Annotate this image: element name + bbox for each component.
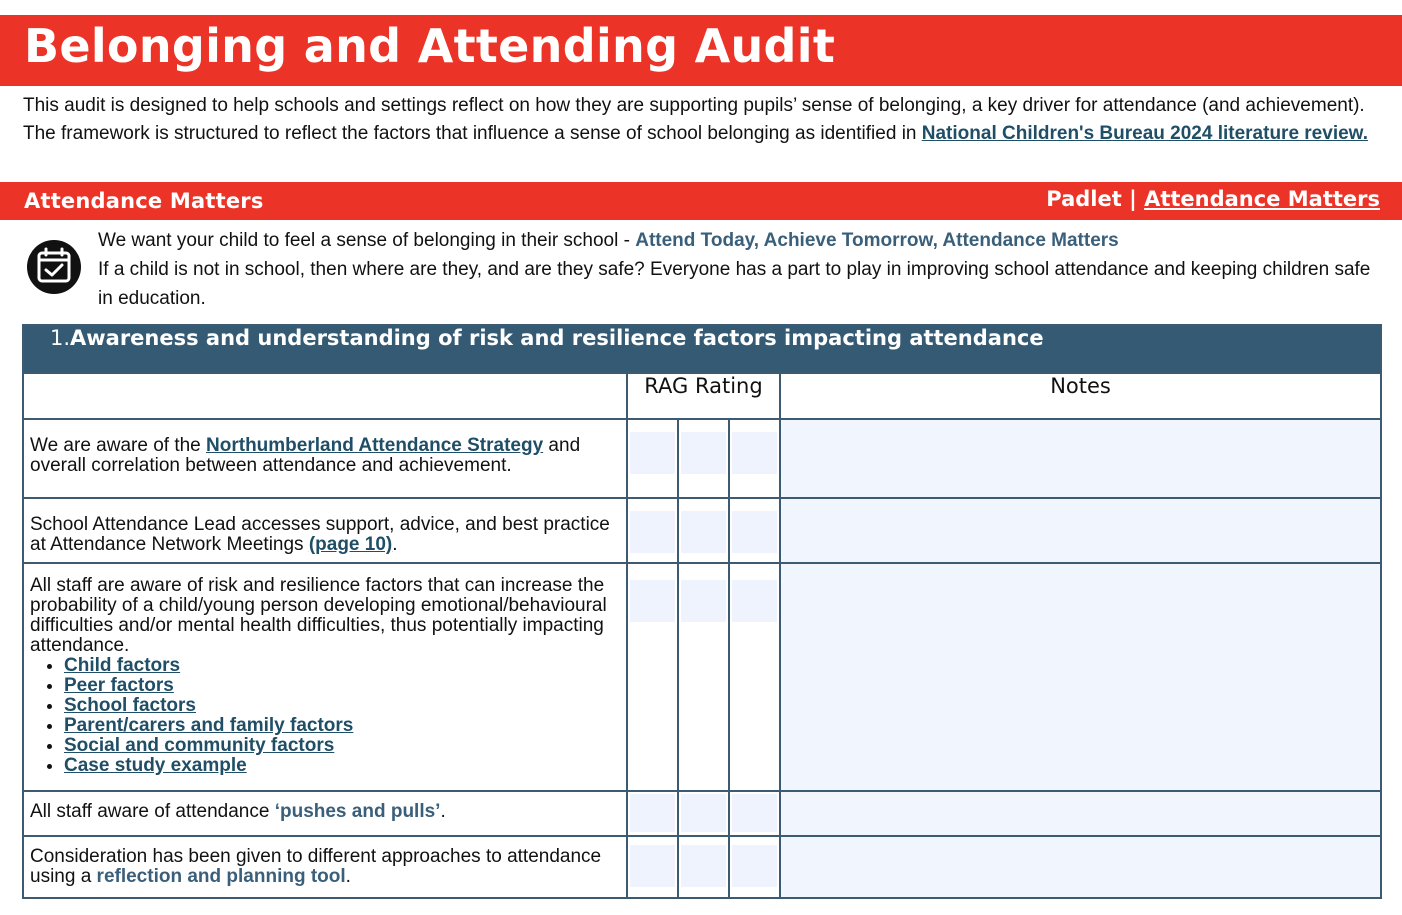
statement-text: Consideration has been given to different approaches to attendance using a [30, 846, 602, 887]
statement-cell [23, 419, 627, 498]
list-item [64, 736, 620, 756]
message-prefix: We want your child to feel a sense of belonging in their school - [98, 230, 636, 251]
rag-amber-cell[interactable] [678, 498, 729, 563]
message-line-1 [98, 226, 1388, 255]
case-study-link[interactable]: Case study example [64, 755, 247, 776]
ncb-review-link[interactable]: National Children's Bureau 2024 literature review. [921, 122, 1369, 144]
notes-cell[interactable] [780, 563, 1381, 791]
statement-text: . [440, 801, 446, 822]
factor-list [30, 656, 620, 776]
list-item [64, 676, 620, 696]
rag-green-cell[interactable] [729, 791, 780, 836]
audit-table [22, 324, 1382, 899]
statement-cell [23, 498, 627, 563]
rag-green-cell[interactable] [729, 419, 780, 498]
padlet-label: Padlet | [1046, 187, 1145, 211]
statement-text: We are aware of the [30, 435, 207, 456]
attendance-matters-banner [0, 182, 1402, 220]
statement-text: and overall correlation between attendance and achievement. [30, 435, 581, 476]
table-row [23, 563, 1381, 791]
attendance-strategy-link[interactable]: Northumberland Attendance Strategy [206, 435, 544, 456]
rag-rating-header: RAG Rating [627, 373, 780, 419]
page-10-link[interactable]: (page 10) [308, 534, 393, 555]
notes-cell[interactable] [780, 836, 1381, 898]
notes-cell[interactable] [780, 791, 1381, 836]
section-header [23, 325, 1381, 373]
attendance-message [98, 226, 1388, 313]
peer-factors-link[interactable]: Peer factors [64, 675, 174, 696]
rag-green-cell[interactable] [729, 498, 780, 563]
message-line-2: If a child is not in school, then where are they, and are they safe? Everyone has a part to play in improving school attendance and keeping children safe in education. [98, 259, 1371, 309]
message-slogan: Attend Today, Achieve Tomorrow, Attendance Matters [635, 230, 1119, 251]
intro-text: This audit is designed to help schools and settings reflect on how they are supporting pupils’ sense of belonging, a key driver for attendance (and achievement). The framework is structured to reflect the factors that influence a sense of school belonging as identified in [23, 95, 1365, 144]
calendar-check-icon [27, 240, 81, 294]
list-item [64, 716, 620, 736]
banner-title: Attendance Matters [24, 189, 264, 213]
statement-text: . [392, 534, 398, 555]
attendance-matters-link[interactable]: Attendance Matters [1144, 187, 1380, 211]
section-header-row [23, 325, 1381, 373]
rag-amber-cell[interactable] [678, 419, 729, 498]
statement-text: All staff are aware of risk and resilience factors that can increase the probability of a child/young person developing emotional/behavioural difficulties and/or mental health difficulties, thus potentially impacting attendance. [30, 575, 607, 656]
page-title: Belonging and Attending Audit [24, 19, 836, 73]
rag-amber-cell[interactable] [678, 836, 729, 898]
rag-red-cell[interactable] [627, 563, 678, 791]
rag-red-cell[interactable] [627, 836, 678, 898]
rag-amber-cell[interactable] [678, 791, 729, 836]
list-item [64, 696, 620, 716]
family-factors-link[interactable]: Parent/carers and family factors [64, 715, 354, 736]
pushes-pulls-highlight: ‘pushes and pulls’ [274, 801, 441, 822]
planning-tool-highlight: reflection and planning tool [96, 866, 346, 887]
notes-cell[interactable] [780, 419, 1381, 498]
statement-cell [23, 563, 627, 791]
notes-header: Notes [780, 373, 1381, 419]
community-factors-link[interactable]: Social and community factors [64, 735, 335, 756]
column-header-row [23, 373, 1381, 419]
statement-header [23, 373, 627, 419]
padlet-links [1046, 187, 1380, 211]
section-number: 1. [50, 326, 71, 350]
rag-green-cell[interactable] [729, 836, 780, 898]
child-factors-link[interactable]: Child factors [64, 655, 181, 676]
rag-amber-cell[interactable] [678, 563, 729, 791]
list-item [64, 656, 620, 676]
table-row [23, 791, 1381, 836]
intro-paragraph [23, 92, 1388, 147]
statement-cell [23, 836, 627, 898]
title-banner [0, 15, 1402, 86]
notes-cell[interactable] [780, 498, 1381, 563]
rag-red-cell[interactable] [627, 419, 678, 498]
table-row [23, 419, 1381, 498]
section-title: Awareness and understanding of risk and resilience factors impacting attendance [70, 326, 1044, 350]
rag-red-cell[interactable] [627, 791, 678, 836]
statement-text: All staff aware of attendance [30, 801, 275, 822]
list-item [64, 756, 620, 776]
rag-green-cell[interactable] [729, 563, 780, 791]
statement-cell [23, 791, 627, 836]
table-row [23, 836, 1381, 898]
statement-text: School Attendance Lead accesses support, advice, and best practice at Attendance Network Meetings [30, 514, 610, 555]
statement-text: . [345, 866, 351, 887]
table-row [23, 498, 1381, 563]
rag-red-cell[interactable] [627, 498, 678, 563]
school-factors-link[interactable]: School factors [64, 695, 196, 716]
